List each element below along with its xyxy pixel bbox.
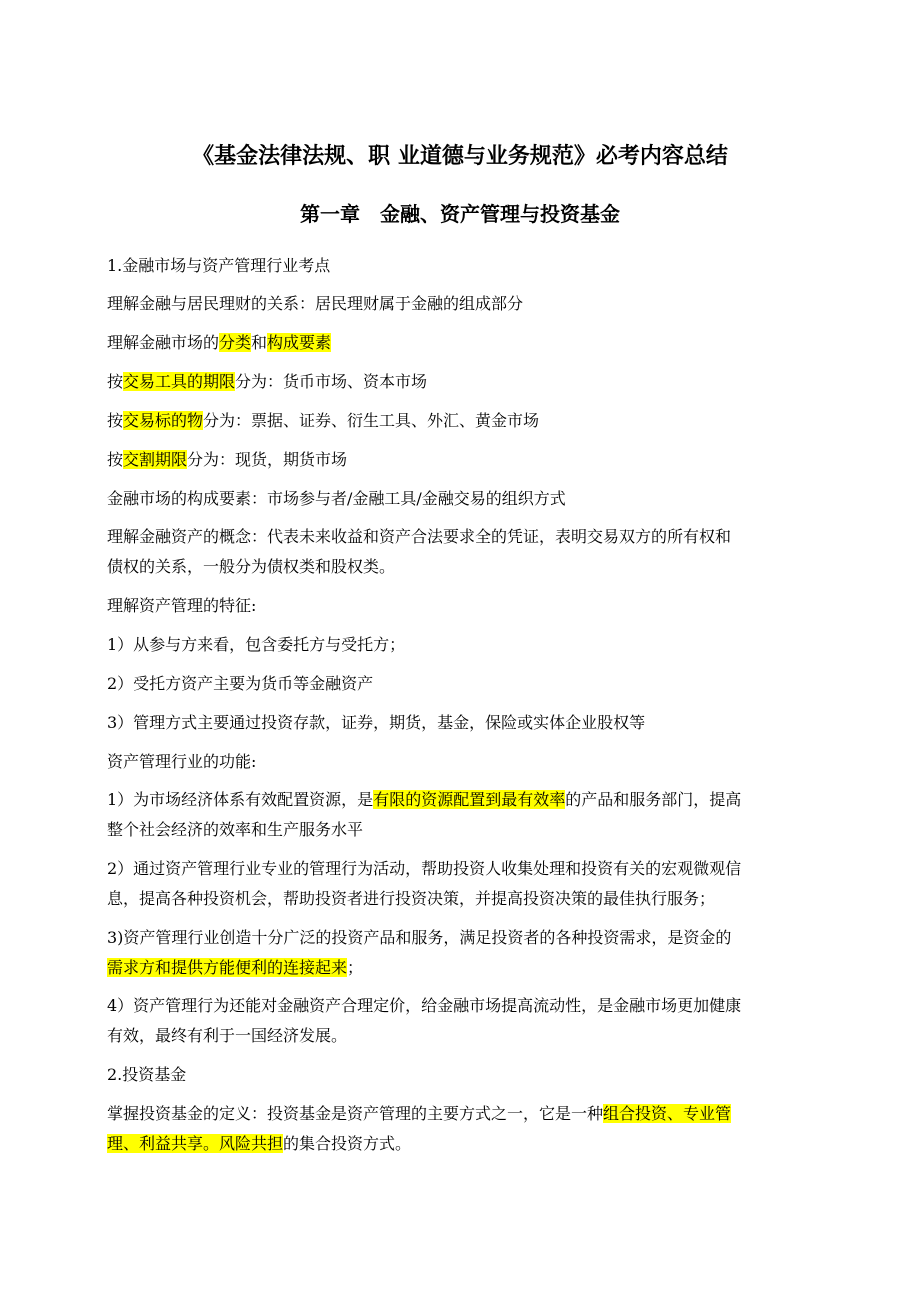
paragraph: 金融市场的构成要素：市场参与者/金融工具/金融交易的组织方式 <box>107 489 566 508</box>
list-item-line: 有效，最终有利于一国经济发展。 <box>107 1026 348 1045</box>
highlight: 理、利益共享。风险共担 <box>107 1134 284 1153</box>
highlight: 组合投资、专业管 <box>603 1104 732 1123</box>
list-item: 3)资产管理行业创造十分广泛的投资产品和服务，满足投资者的各种投资需求，是资金的 <box>107 928 732 947</box>
section-heading: 1.金融市场与资产管理行业考点 <box>107 256 331 275</box>
list-item: 2）受托方资产主要为货币等金融资产 <box>107 674 374 693</box>
paragraph: 资产管理行业的功能: <box>107 752 257 771</box>
paragraph: 按交易标的物分为：票据、证券、衍生工具、外汇、黄金市场 <box>107 411 540 430</box>
list-item: 4）资产管理行为还能对金融资产合理定价，给金融市场提高流动性，是金融市场更加健康 <box>107 996 742 1015</box>
document-title: 《基金法律法规、职 业道德与业务规范》必考内容总结 <box>192 144 728 169</box>
list-item: 3）管理方式主要通过投资存款，证券，期货，基金，保险或实体企业股权等 <box>107 713 646 732</box>
paragraph: 按交易工具的期限分为：货币市场、资本市场 <box>107 372 428 391</box>
paragraph: 理解资产管理的特征: <box>107 596 257 615</box>
highlight: 交易工具的期限 <box>123 372 236 391</box>
list-item-line: 需求方和提供方能便利的连接起来； <box>107 958 364 977</box>
highlight: 需求方和提供方能便利的连接起来 <box>107 958 348 977</box>
list-item: 1）从参与方来看，包含委托方与受托方； <box>107 635 406 654</box>
list-item: 1）为市场经济体系有效配置资源，是有限的资源配置到最有效率的产品和服务部门，提高 <box>107 790 742 809</box>
highlight: 交易标的物 <box>123 411 204 430</box>
list-item: 2）通过资产管理行业专业的管理行为活动，帮助投资人收集处理和投资有关的宏观微观信 <box>107 859 742 878</box>
highlight: 交割期限 <box>123 450 188 469</box>
paragraph-line: 债权的关系，一般分为债权类和股权类。 <box>107 557 396 576</box>
paragraph: 按交割期限分为：现货，期货市场 <box>107 450 348 469</box>
paragraph-line: 理解金融资产的概念：代表未来收益和资产合法要求全的凭证，表明交易双方的所有权和 <box>107 527 732 546</box>
highlight: 有限的资源配置到最有效率 <box>373 790 566 809</box>
paragraph: 理解金融市场的分类和构成要素 <box>107 333 332 352</box>
highlight: 分类 <box>219 333 252 352</box>
paragraph: 掌握投资基金的定义：投资基金是资产管理的主要方式之一，它是一种组合投资、专业管 <box>107 1104 732 1123</box>
list-item-line: 息，提高各种投资机会，帮助投资者进行投资决策，并提高投资决策的最佳执行服务； <box>107 889 716 908</box>
list-item-line: 整个社会经济的效率和生产服务水平 <box>107 820 364 839</box>
paragraph: 理解金融与居民理财的关系：居民理财属于金融的组成部分 <box>107 294 524 313</box>
highlight: 构成要素 <box>267 333 332 352</box>
paragraph-line: 理、利益共享。风险共担的集合投资方式。 <box>107 1134 412 1153</box>
chapter-heading: 第一章 金融、资产管理与投资基金 <box>300 202 620 226</box>
section-heading: 2.投资基金 <box>107 1065 187 1084</box>
